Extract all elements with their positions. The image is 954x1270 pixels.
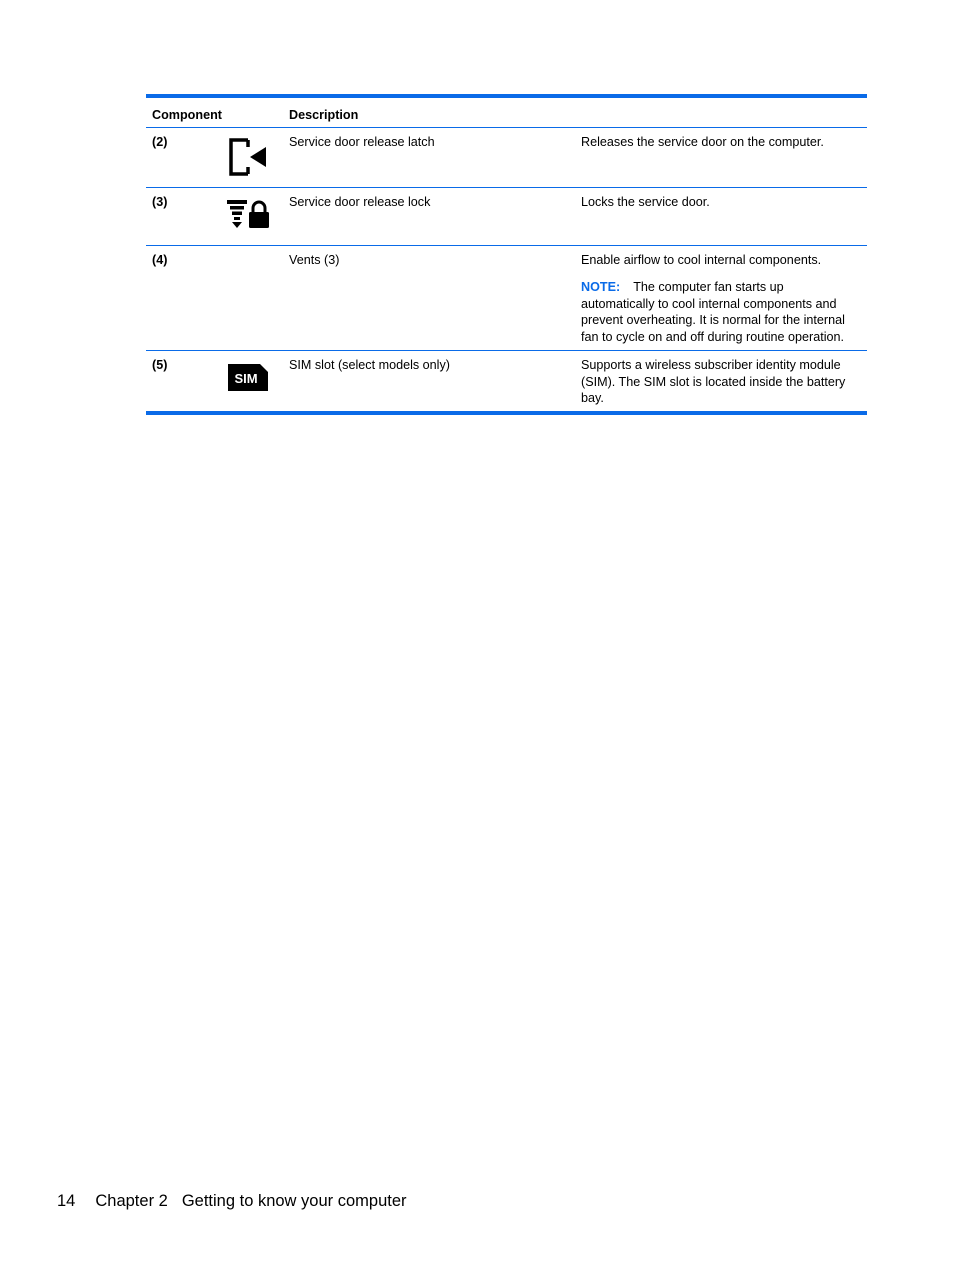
table-row [146,188,867,245]
table-header-row [146,98,867,127]
chapter-title: Getting to know your computer [181,1192,407,1210]
component-name: Service door release latch [289,135,435,149]
description-line: bay. [581,391,604,405]
note-text: The computer fan starts up [633,280,784,294]
header-description: Description [289,108,359,122]
note-line: automatically to cool internal components and [581,296,837,311]
component-description: Enable airflow to cool internal components. [581,253,822,267]
component-name: Service door release lock [289,195,431,209]
component-description: Locks the service door. [581,195,710,209]
component-name: Vents (3) [289,253,340,267]
note-label: NOTE: [581,280,621,294]
row-number: (4) [152,253,168,267]
page-footer [57,1190,407,1212]
header-component: Component [152,108,222,122]
row-number: (3) [152,195,168,209]
table-row [146,246,867,350]
row-number: (2) [152,135,168,149]
component-name: SIM slot (select models only) [289,358,450,372]
component-table [146,94,867,415]
component-description [581,357,871,407]
service-door-release-latch-icon [228,137,268,177]
sim-icon [227,363,269,392]
row-number: (5) [152,358,168,372]
note-block [581,279,871,345]
table-row [146,351,867,411]
description-line: (SIM). The SIM slot is located inside the battery [581,374,846,389]
table-bottom-rule [146,411,867,415]
page-number: 14 [57,1192,76,1210]
service-door-lock-icon [227,199,269,229]
chapter-label: Chapter 2 [95,1192,168,1210]
table-row [146,128,867,187]
description-line: Supports a wireless subscriber identity module [581,358,841,372]
sim-icon-label: SIM [234,371,258,386]
note-line: fan to cycle on and off during routine operation. [581,329,845,344]
component-description: Releases the service door on the computer. [581,135,824,149]
note-line: prevent overheating. It is normal for the internal [581,313,845,327]
note-line [581,279,871,296]
